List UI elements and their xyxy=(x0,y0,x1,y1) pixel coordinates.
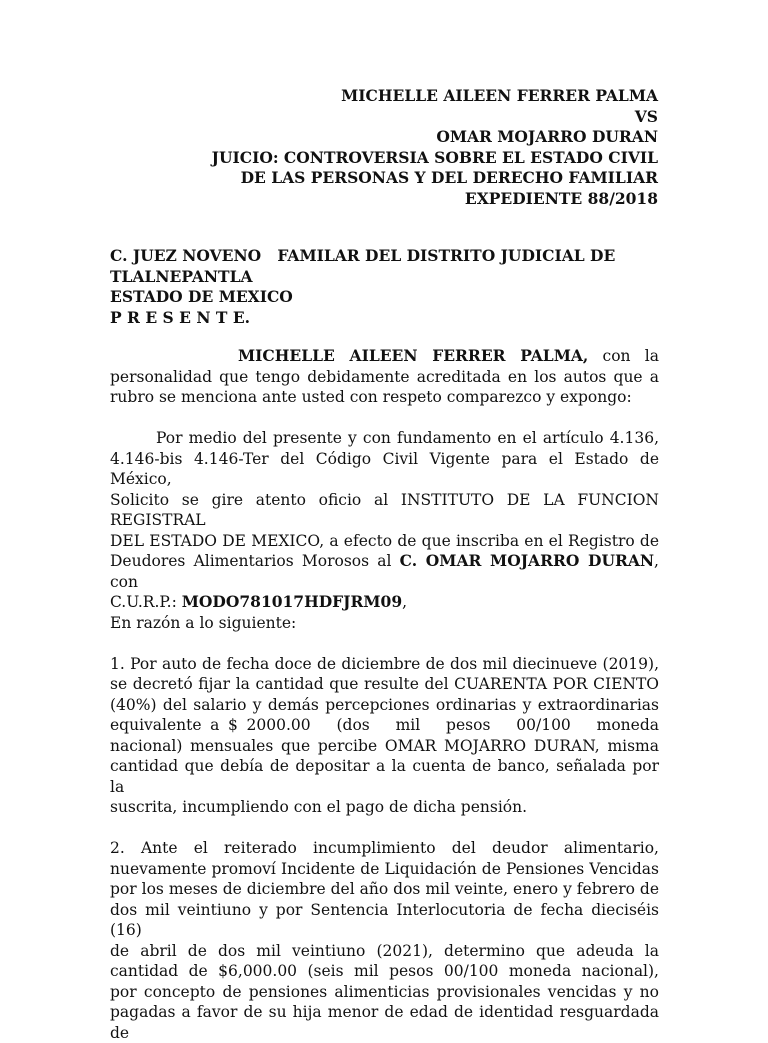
case-header xyxy=(98,86,658,209)
document-body xyxy=(110,346,659,1043)
judge-title: C. JUEZ NOVENO FAMILAR DEL DISTRITO JUDICIAL DE xyxy=(110,246,616,265)
presente-label: P R E S E N T E. xyxy=(110,307,251,327)
point-2-paragraph: 2. Ante el reiterado incumplimiento del deudor alimentario, nuevamente promoví Incidente de Liquidación de Pensiones Vencidas por los meses de diciembre del año dos mil veinte, enero y febrero de dos mil veintiuno y por Sentencia Interlocutoria de fecha dieciséis (16) de abril de dos mil veintiuno (2021), determino que adeuda la cantidad de $6,000.00 (seis mil pesos 00/100 moneda nacional), por concepto de pensiones alimenticias provisionales vencidas y no pagadas a favor de su hija menor de edad de identidad resguardada de xyxy=(110,839,659,1042)
point-1-paragraph: 1. Por auto de fecha doce de diciembre de dos mil diecinueve (2019), se decretó fijar la cantidad que resulte del CUARENTA POR CIENTO (40%) del salario y demás percepciones ordinarias y extraordinarias equivalente a $ 2000.00 (dos mil pesos 00/100 moneda nacional) mensuales que percibe OMAR MOJARRO DURAN, misma cantidad que debía de depositar a la cuenta de banco, señalada por la suscrita, incumpliendo con el pago de dicha pensión. xyxy=(110,654,659,816)
request-paragraph: Por medio del presente y con fundamento en el artículo 4.136, 4.146-bis 4.146-Ter del Código Civil Vigente para el Estado de México, Solicito se gire atento oficio al INSTITUTO DE LA FUNCION REGISTRAL DEL ESTADO DE MEXICO, a efecto de que inscriba en el Registro de Deudores Alimentarios Morosos al C. OMAR MOJARRO DURAN, con C.U.R.P.: MODO781017HDFJRM09, En razón a lo siguiente: xyxy=(110,429,659,632)
debtor-name: C. OMAR MOJARRO DURAN xyxy=(399,551,655,570)
trial-type-line1: JUICIO: CONTROVERSIA SOBRE EL ESTADO CIVIL xyxy=(211,147,658,167)
trial-type-line2: DE LAS PERSONAS Y DEL DERECHO FAMILIAR xyxy=(240,168,658,187)
addressee-block xyxy=(110,246,670,328)
case-file-number: EXPEDIENTE 88/2018 xyxy=(464,188,658,208)
plaintiff-name: MICHELLE AILEEN FERRER PALMA xyxy=(341,86,658,105)
versus-label: VS xyxy=(634,106,658,126)
state-name: ESTADO DE MEXICO xyxy=(110,287,293,306)
intro-paragraph: MICHELLE AILEEN FERRER PALMA, con la personalidad que tengo debidamente acreditada en los autos que a rubro se menciona ante usted con respeto comparezco y expongo: xyxy=(110,346,659,406)
debtor-curp: MODO781017HDFJRM09 xyxy=(181,592,403,611)
intro-name: MICHELLE AILEEN FERRER PALMA, xyxy=(238,346,589,365)
defendant-name: OMAR MOJARRO DURAN xyxy=(436,127,658,146)
district-name: TLALNEPANTLA xyxy=(110,266,253,286)
